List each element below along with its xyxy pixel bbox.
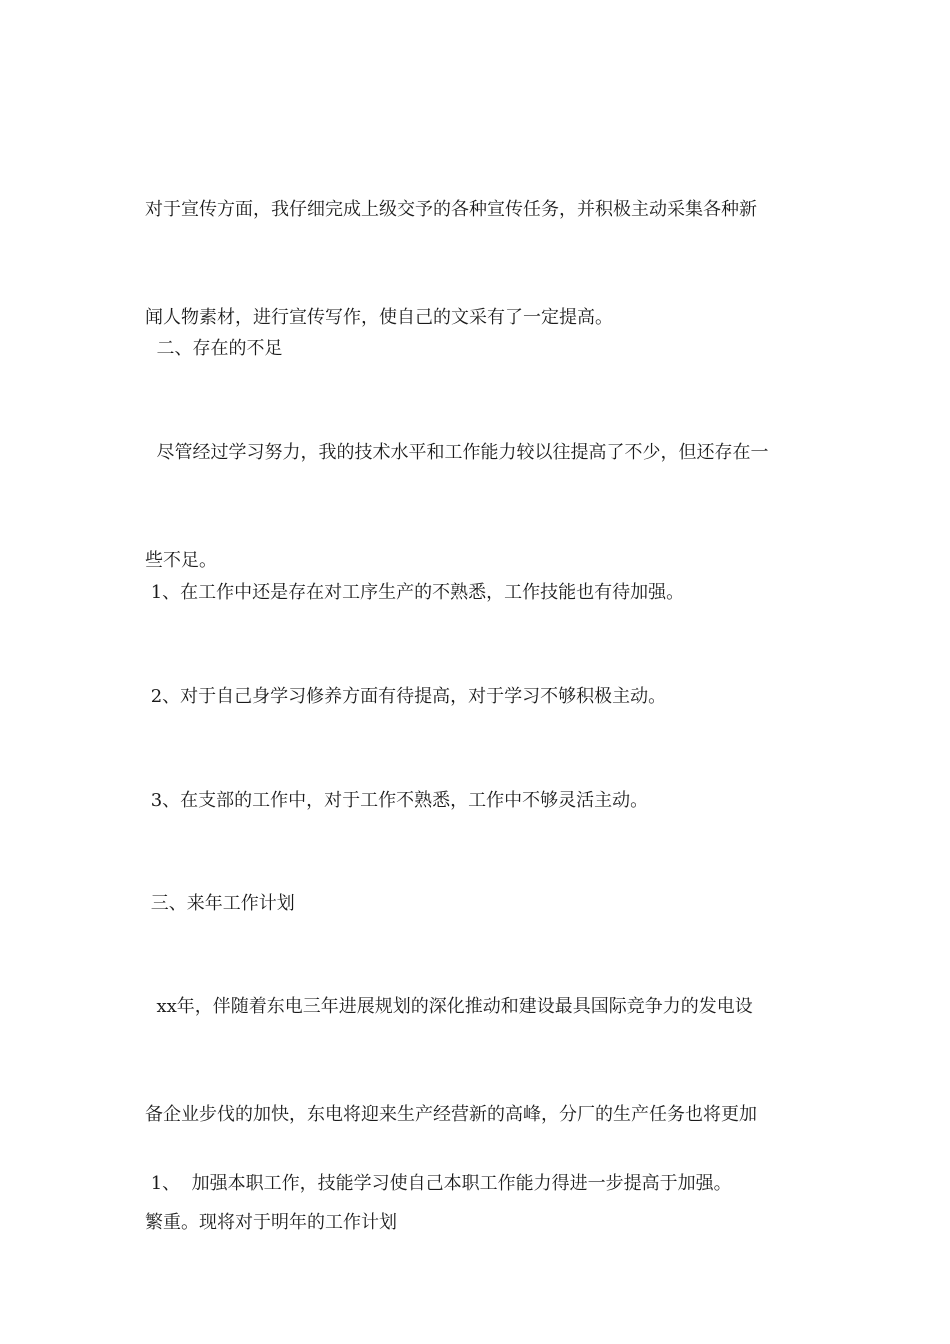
text-line: 1、在工作中还是存在对工序生产的不熟悉，工作技能也有待加强。 <box>145 582 685 603</box>
text-line: 3、在支部的工作中，对于工作不熟悉，工作中不够灵活主动。 <box>145 790 649 811</box>
heading-text: 三、来年工作计划 <box>145 893 295 914</box>
text-line: 2、对于自己身学习修养方面有待提高，对于学习不够积极主动。 <box>145 686 667 707</box>
text-line: xx年，伴随着东电三年进展规划的深化推动和建设最具国际竞争力的发电设 <box>145 996 753 1017</box>
text-line: 1、 加强本职工作，技能学习使自己本职工作能力得进一步提高于加强。 <box>145 1173 732 1194</box>
text-line: 对于宣传方面，我仔细完成上级交予的各种宣传任务，并积极主动采集各种新 <box>145 199 757 220</box>
text-line: 繁重。现将对于明年的工作计划 <box>145 1212 397 1233</box>
text-line: 备企业步伐的加快，东电将迎来生产经营新的高峰，分厂的生产任务也将更加 <box>145 1104 757 1125</box>
text-line: 些不足。 <box>145 550 217 571</box>
list-item-plan-1 <box>145 1094 810 1274</box>
heading-text: 二、存在的不足 <box>145 338 283 359</box>
text-line: 闻人物素材，进行宣传写作，使自己的文采有了一定提高。 <box>145 307 613 328</box>
text-line: 尽管经过学习努力，我的技术水平和工作能力较以往提高了不少，但还存在一 <box>145 442 769 463</box>
